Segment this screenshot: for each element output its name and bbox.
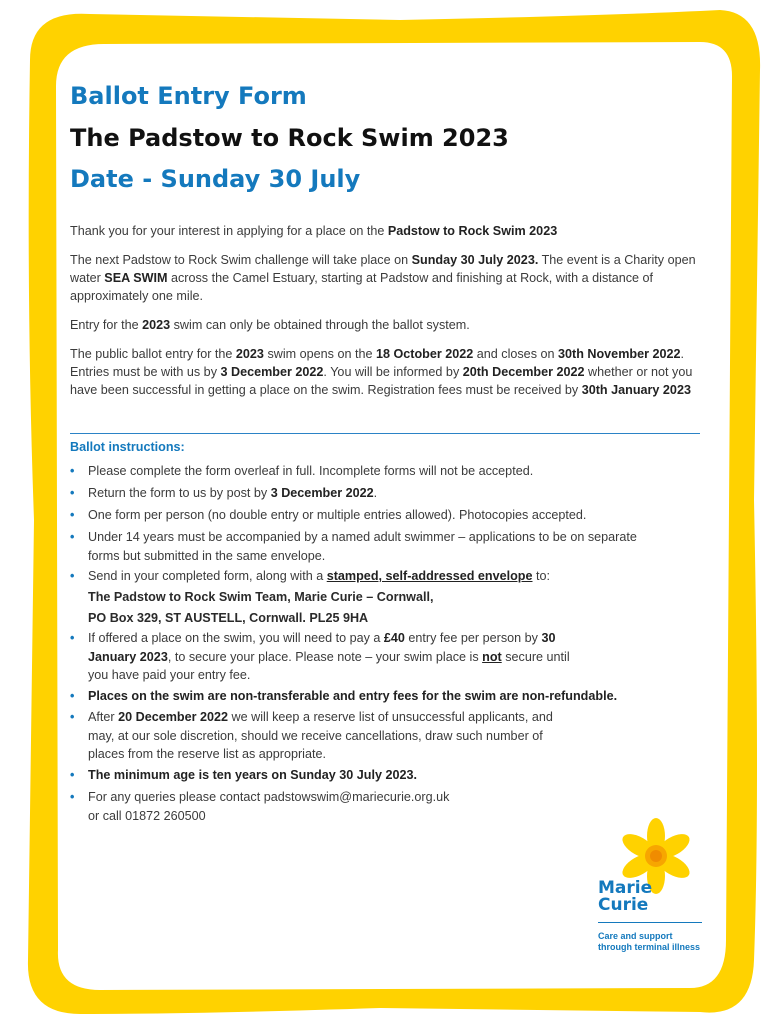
- bullet-icon: •: [70, 631, 75, 645]
- bullet-icon: •: [70, 486, 75, 500]
- page-title: Ballot Entry Form: [70, 82, 307, 110]
- bullet-icon: •: [70, 710, 75, 724]
- bullet-icon: •: [70, 530, 75, 544]
- event-title: The Padstow to Rock Swim 2023: [70, 124, 509, 152]
- instructions-heading: Ballot instructions:: [70, 440, 185, 454]
- bullet-icon: •: [70, 464, 75, 478]
- intro-paragraph-2: The next Padstow to Rock Swim challenge will take place on Sunday 30 July 2023. The event is a Charity open water SEA SWIM across the Camel Estuary, starting at Padstow and finishing at Rock, with a distance of approximately one mile.: [70, 253, 696, 303]
- intro-paragraph-4: The public ballot entry for the 2023 swim opens on the 18 October 2022 and closes on 30th November 2022. Entries must be with us by 3 December 2022. You will be informed by 20th December 2022 whether or not you have been successful in getting a place on the swim. Registration fees must be received by 30th January 2023: [70, 347, 693, 397]
- postal-address-line-1: The Padstow to Rock Swim Team, Marie Curie – Cornwall,: [88, 590, 434, 604]
- logo-wordmark-marie: Marie: [598, 878, 653, 898]
- bullet-icon: •: [70, 508, 75, 522]
- logo-tagline-1: Care and support: [598, 931, 673, 941]
- logo-tagline-2: through terminal illness: [598, 942, 701, 952]
- bullet-icon: •: [70, 689, 75, 703]
- logo-divider: [598, 922, 702, 923]
- bullet-icon: •: [70, 790, 75, 804]
- intro-paragraph-3: Entry for the 2023 swim can only be obtained through the ballot system.: [70, 318, 470, 332]
- intro-paragraph-1: Thank you for your interest in applying for a place on the Padstow to Rock Swim 2023: [70, 224, 558, 238]
- logo-wordmark-curie: Curie: [598, 895, 649, 915]
- event-date: Date - Sunday 30 July: [70, 165, 361, 193]
- section-divider: [70, 433, 700, 434]
- bullet-icon: •: [70, 768, 75, 782]
- postal-address-line-2: PO Box 329, ST AUSTELL, Cornwall. PL25 9HA: [88, 611, 369, 625]
- bullet-icon: •: [70, 569, 75, 583]
